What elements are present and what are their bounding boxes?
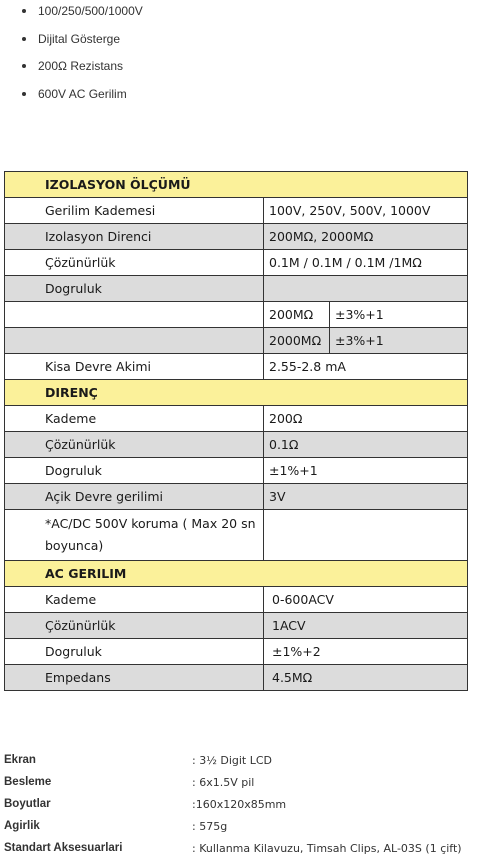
section-header-resistance [5,380,468,406]
table-row [5,198,468,224]
table-row [5,458,468,484]
row-value: ±1%+2 [264,639,468,665]
spec-value: : Kullanma Kilavuzu, Timsah Clips, AL-03S (1 çift) [192,842,462,855]
table-row [5,510,468,561]
bullet-icon [22,9,26,13]
row-value: 3V [264,484,468,510]
row-value-empty [264,510,468,561]
row-label: Çözünürlük [5,432,264,458]
spec-key: Ekran [4,754,36,766]
row-label: Dogruluk [5,276,264,302]
table-row [5,484,468,510]
table-row [5,328,468,354]
feature-text: 600V AC Gerilim [38,87,127,101]
table-row [5,354,468,380]
spec-value: : 3½ Digit LCD [192,754,273,767]
bullet-icon [22,64,26,68]
row-value: 0.1M / 0.1M / 0.1M /1MΩ [264,250,468,276]
row-value: 0-600ACV [264,587,468,613]
spec-row [4,774,495,794]
spec-row [4,840,495,860]
table-row [5,276,468,302]
row-label: Kademe [5,406,264,432]
spec-key: Standart Aksesuarlari [4,842,123,854]
section-title: DIRENÇ [5,380,468,406]
table-row [5,613,468,639]
feature-text: Dijital Gösterge [38,32,121,46]
section-header-insulation [5,172,468,198]
row-value: 2.55-2.8 mA [264,354,468,380]
table-row [5,302,468,328]
accuracy-range: 2000MΩ [264,328,330,354]
row-label: Gerilim Kademesi [5,198,264,224]
row-value: 0.1Ω [264,432,468,458]
feature-text: 100/250/500/1000V [38,4,143,18]
list-item [22,86,127,102]
spec-row [4,752,495,772]
list-item [22,58,123,74]
accuracy-value: ±3%+1 [330,302,468,328]
row-value: 200MΩ, 2000MΩ [264,224,468,250]
table-row [5,639,468,665]
bullet-icon [22,92,26,96]
spec-key: Besleme [4,776,52,788]
table-row [5,224,468,250]
row-value: 200Ω [264,406,468,432]
row-value-empty [264,276,468,302]
table-row [5,250,468,276]
spec-value: : 575g [192,820,228,833]
spec-row [4,796,495,816]
spec-row [4,818,495,838]
bullet-icon [22,37,26,41]
spec-key: Boyutlar [4,798,51,810]
row-label: Kademe [5,587,264,613]
row-label: Dogruluk [5,639,264,665]
row-label: Izolasyon Direnci [5,224,264,250]
row-label-empty [5,328,264,354]
accuracy-range: 200MΩ [264,302,330,328]
row-label: Empedans [5,665,264,691]
row-value: 4.5MΩ [264,665,468,691]
spec-table [4,171,468,691]
protection-note: *AC/DC 500V koruma ( Max 20 sn boyunca) [5,510,264,561]
row-label: Çözünürlük [5,250,264,276]
table-row [5,432,468,458]
row-value: 1ACV [264,613,468,639]
row-value: ±1%+1 [264,458,468,484]
list-item [22,31,120,47]
row-label: Dogruluk [5,458,264,484]
list-item [22,3,143,19]
section-title: AC GERILIM [5,561,468,587]
row-label: Açik Devre gerilimi [5,484,264,510]
section-title: IZOLASYON ÖLÇÜMÜ [5,172,468,198]
feature-text: 200Ω Rezistans [38,59,124,73]
table-row [5,665,468,691]
table-row [5,406,468,432]
spec-key: Agirlik [4,820,40,832]
spec-value: :160x120x85mm [192,798,287,811]
row-label-empty [5,302,264,328]
row-value: 100V, 250V, 500V, 1000V [264,198,468,224]
section-header-ac-voltage [5,561,468,587]
row-label: Çözünürlük [5,613,264,639]
accuracy-value: ±3%+1 [330,328,468,354]
row-label: Kisa Devre Akimi [5,354,264,380]
spec-value: : 6x1.5V pil [192,776,255,789]
table-row [5,587,468,613]
